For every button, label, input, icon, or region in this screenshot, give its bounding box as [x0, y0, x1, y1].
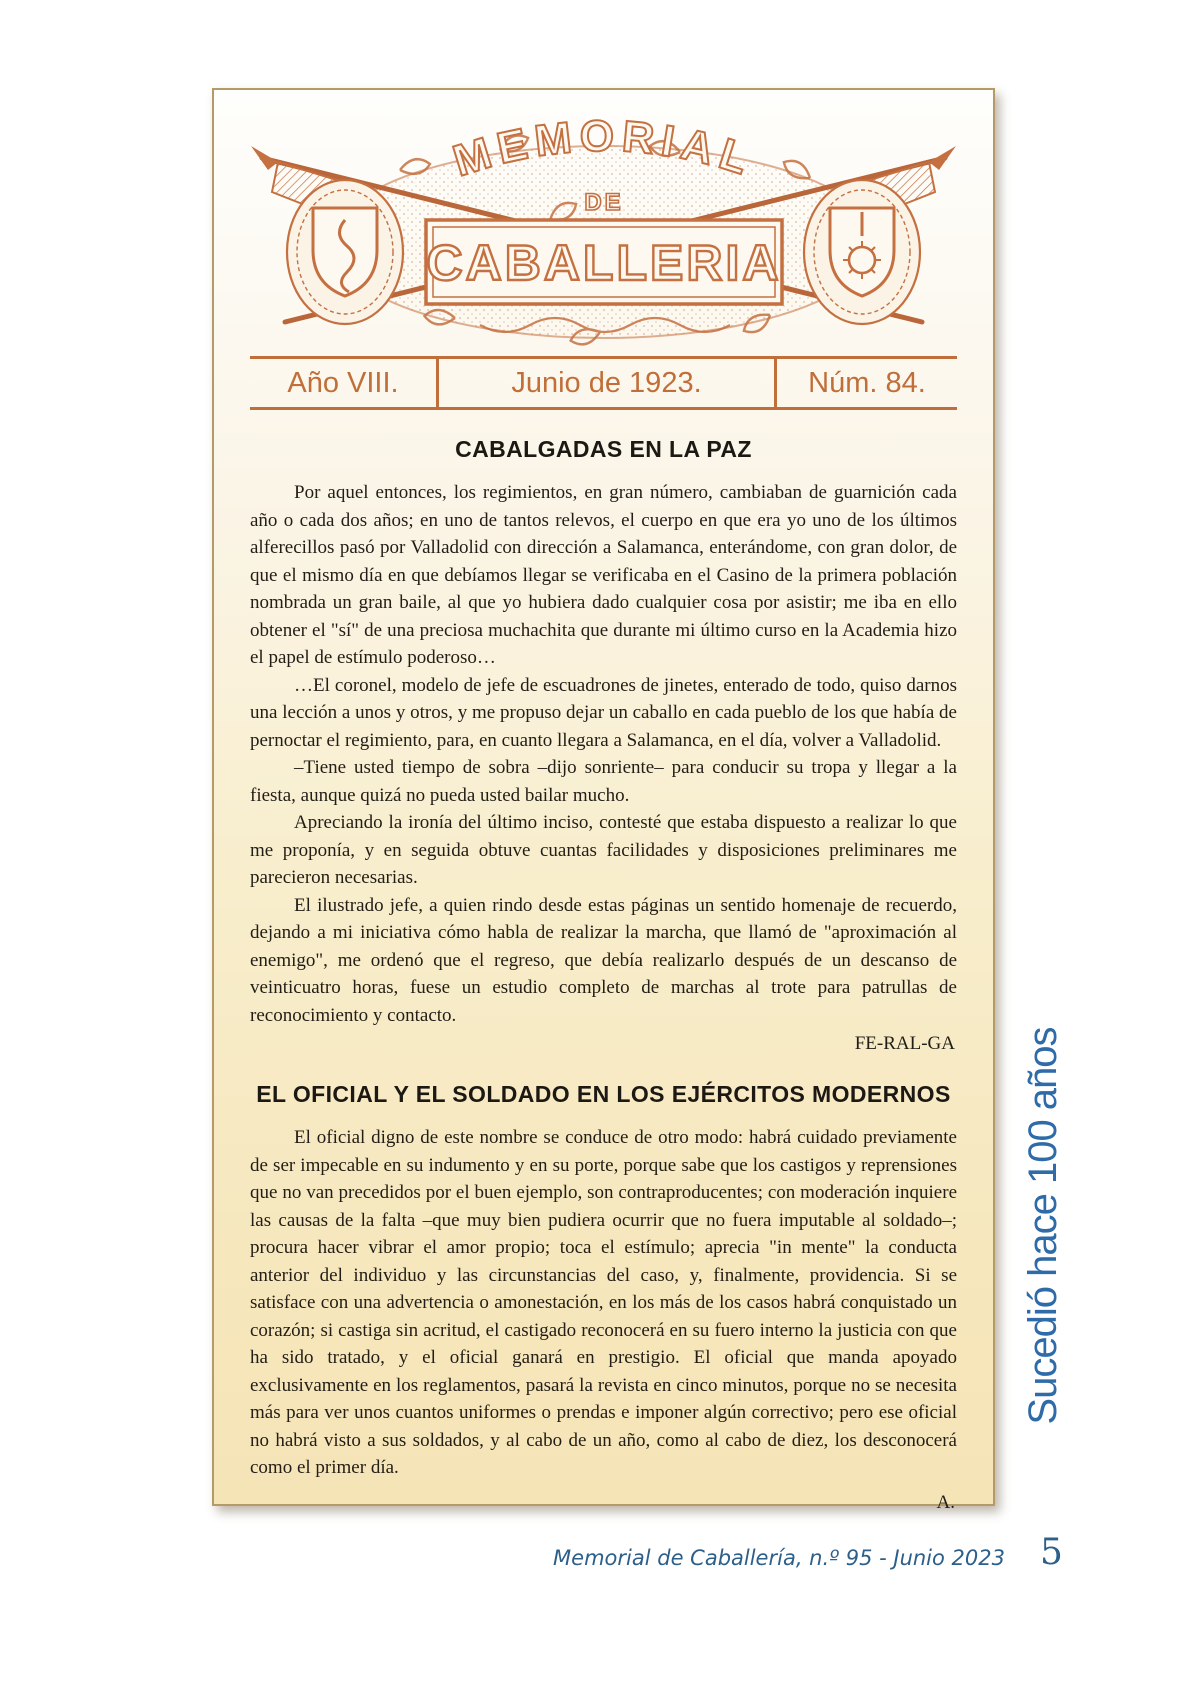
banner-number: Núm. 84.: [808, 366, 926, 399]
masthead-title-memorial: MEMORIAL: [447, 111, 761, 187]
article2-paragraph: El oficial digno de este nombre se conduce de otro modo: habrá cuidado previamente de ser impecable en su indumento y en su porte, porque sabe que los castigos y reprensiones que no van precedidos por el buen ejemplo, son contraproducentes; con moderación inquiere las causas de la falta –que muy bien pudiera ocurrir que no fuera imputable al soldado–; procura hacer vibrar el amor propio; toca el estímulo; aprecia "in mente" la conducta anterior del individuo y las circunstancias del caso, y, finalmente, providencia. Si se satisface con una advertencia o amonestación, en los más de los casos habrá conquistado un corazón; si castiga sin acritud, el castigado reconocerá en su fuero interno la justicia con que ha sido tratado, y el oficial ganará en prestigio. El oficial que manda apoyado exclusivamente en los reglamentos, pasará la revista en cinco minutos, porque no se necesita más para ver unos cuantos uniformes o prendas e imponer algún correctivo; pero ese oficial no habrá visto a sus soldados, y al cabo de un año, como al cabo de diez, los desconocerá como el primer día.: [250, 1127, 957, 1478]
banner-date: Junio de 1923.: [439, 359, 777, 407]
issue-banner: [250, 356, 957, 410]
section-label-vertical: Sucedió hace 100 años: [1020, 1027, 1065, 1425]
article1-signature: FE-RAL-GA: [854, 1033, 955, 1054]
article-cabalgadas: [250, 436, 957, 1055]
banner-year: Año VIII.: [250, 359, 439, 407]
article1-title: CABALGADAS EN LA PAZ: [455, 436, 752, 462]
article1-paragraph: El ilustrado jefe, a quien rindo desde estas páginas un sentido homenaje de recuerdo, dejando a mi iniciativa cómo habla de realizar la marcha, que llamó de "aproximación al enemigo", me ordenó que el regreso, que debía realizarlo después de un descanso de veinticuatro horas, fuese un estudio completo de marchas al trote para patrullas de reconocimiento y contacto.: [250, 894, 957, 1026]
right-shield-icon: [804, 180, 920, 324]
masthead-engraving: [250, 100, 957, 350]
page-number: 5: [1040, 1532, 1063, 1573]
article-oficial-soldado: [250, 1081, 957, 1514]
masthead-title-de: DE: [584, 189, 624, 216]
left-shield-icon: [287, 180, 403, 324]
article2-title: EL OFICIAL Y EL SOLDADO EN LOS EJÉRCITOS MODERNOS: [256, 1081, 951, 1107]
article1-paragraph: Por aquel entonces, los regimientos, en gran número, cambiaban de guarnición cada año o cada dos años; en uno de tantos relevos, el cuerpo en que era yo uno de los últimos alferecillos pasó por Valladolid con dirección a Salamanca, enterándome, con gran dolor, de que el mismo día en que debíamos llegar se verificaba en el Casino de la primera población nombrada un gran baile, al que yo hubiera dado cualquier cosa por asistir; me iba en ello obtener el "sí" de una preciosa muchachita que durante mi último curso en la Academia hizo el papel de estímulo poderoso…: [250, 482, 957, 668]
article1-paragraph: Apreciando la ironía del último inciso, contesté que estaba dispuesto a realizar lo que me proponía, y en seguida obtuve cuantas facilidades y disposiciones preliminares me parecieron necesarias.: [250, 812, 957, 888]
reprint-page-panel: [212, 88, 995, 1513]
article1-paragraph: –Tiene usted tiempo de sobra –dijo sonriente– para conducir su tropa y llegar a la fiesta, aunque quizá no pueda usted bailar mucho.: [250, 757, 957, 806]
footer-credit: Memorial de Caballería, n.º 95 - Junio 2023: [553, 1546, 1005, 1570]
article2-signature: A.: [936, 1491, 955, 1513]
article1-paragraph: …El coronel, modelo de jefe de escuadrones de jinetes, enterado de todo, quiso darnos una lección a unos y otros, y me propuso dejar un caballo en cada pueblo de los que había de pernoctar el regimiento, para, en cuanto llegara a Salamanca, en el día, volver a Valladolid.: [250, 674, 957, 751]
masthead-title-caballeria: CABALLERIA: [426, 235, 782, 291]
